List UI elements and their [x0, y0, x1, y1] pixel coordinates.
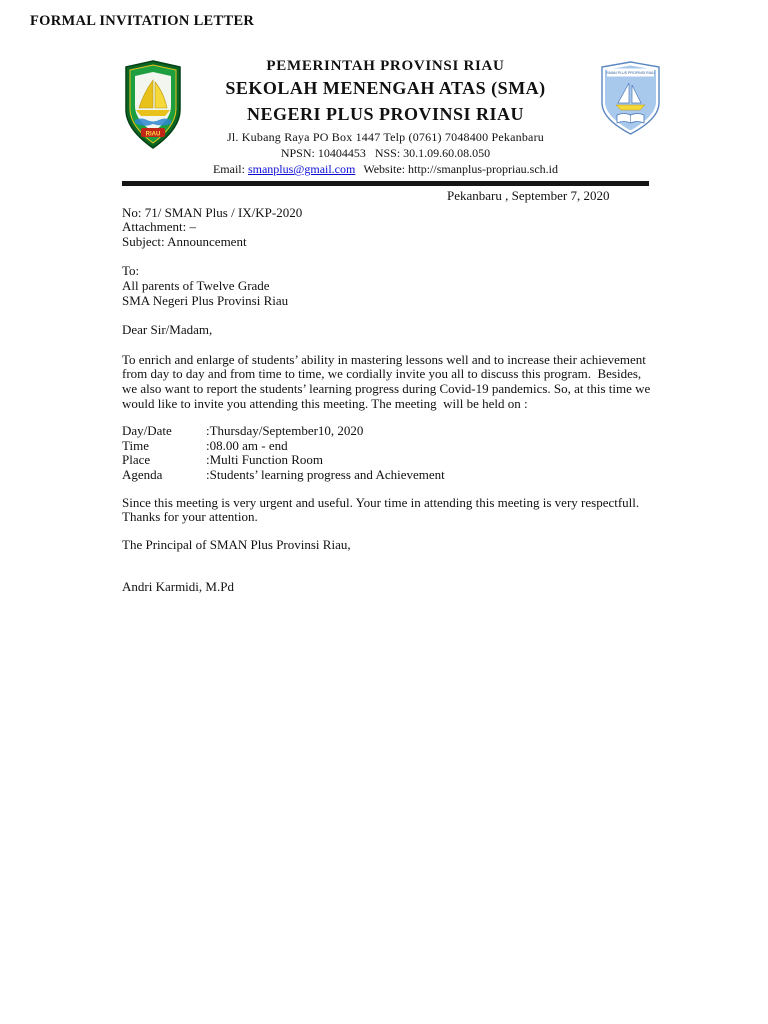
- left-logo-text: RIAU: [145, 131, 161, 138]
- letterhead-divider-rule: [122, 181, 649, 186]
- letterhead-school-type-line: SEKOLAH MENENGAH ATAS (SMA): [225, 78, 546, 98]
- riau-province-crest-logo: [121, 60, 185, 149]
- letter-number: No: 71/ SMAN Plus / IX/KP-2020: [122, 204, 303, 220]
- letterhead-contact-line: [122, 162, 649, 177]
- to-label: To:: [122, 263, 140, 279]
- letter-subject: Subject: Announcement: [122, 233, 247, 249]
- signature-title: The Principal of SMAN Plus Provinsi Riau,: [122, 536, 351, 552]
- school-crest-logo: [599, 61, 662, 135]
- detail-label: Place: [122, 452, 151, 468]
- date-line: Pekanbaru , September 7, 2020: [447, 188, 610, 203]
- detail-value: :Multi Function Room: [206, 452, 324, 468]
- letter-attachment: Attachment: –: [122, 219, 197, 235]
- letterhead-npsn-nss: NPSN: 10404453 NSS: 30.1.09.60.08.050: [280, 146, 491, 160]
- letterhead-government-line: PEMERINTAH PROVINSI RIAU: [266, 58, 505, 74]
- letterhead-address: Jl. Kubang Raya PO Box 1447 Telp (0761) 7048400 Pekanbaru: [227, 130, 544, 144]
- right-logo-text: SMAN PLUS PROPINSI RIAU: [606, 71, 655, 75]
- detail-label: Agenda: [122, 466, 163, 482]
- detail-row-agenda: [122, 468, 654, 483]
- detail-label: Day/Date: [122, 423, 172, 439]
- detail-value: :Students’ learning progress and Achievement: [206, 466, 445, 482]
- detail-value: :Thursday/September10, 2020: [206, 423, 364, 439]
- body-paragraph: To enrich and enlarge of students’ ability in mastering lessons well and to increase their achievement from day to day and from time to time, we cordially invite you all to discuss this program. Besides, we also want to report the students’ learning progress during Covid-19 pandemics. So, at this time we would like to invite you attending this meeting. The meeting will be held on :: [122, 351, 654, 411]
- closing-paragraph: Since this meeting is very urgent and useful. Your time in attending this meeting is very respectfull. Thanks for your attention.: [122, 494, 640, 525]
- letterhead-school-name-line: NEGERI PLUS PROVINSI RIAU: [246, 104, 525, 124]
- website-text: Website: http://smanplus-propriau.sch.id: [363, 162, 559, 176]
- letterhead: [122, 58, 655, 186]
- detail-row-day-date: [122, 424, 654, 439]
- meeting-details: [122, 424, 654, 482]
- detail-row-time: [122, 439, 654, 454]
- signature-name: Andri Karmidi, M.Pd: [122, 579, 234, 595]
- salutation: Dear Sir/Madam,: [122, 322, 213, 338]
- recipient-line-2: SMA Negeri Plus Provinsi Riau: [122, 292, 289, 308]
- email-link[interactable]: smanplus@gmail.com: [247, 162, 356, 176]
- letter-meta: [122, 206, 654, 250]
- recipient-block: [122, 264, 654, 308]
- detail-row-place: [122, 453, 654, 468]
- recipient-line-1: All parents of Twelve Grade: [122, 277, 270, 293]
- detail-value: :08.00 am - end: [206, 437, 288, 453]
- email-label: Email:: [212, 162, 245, 176]
- detail-label: Time: [122, 437, 149, 453]
- letter-body: [122, 189, 654, 595]
- document-title: FORMAL INVITATION LETTER: [30, 13, 255, 29]
